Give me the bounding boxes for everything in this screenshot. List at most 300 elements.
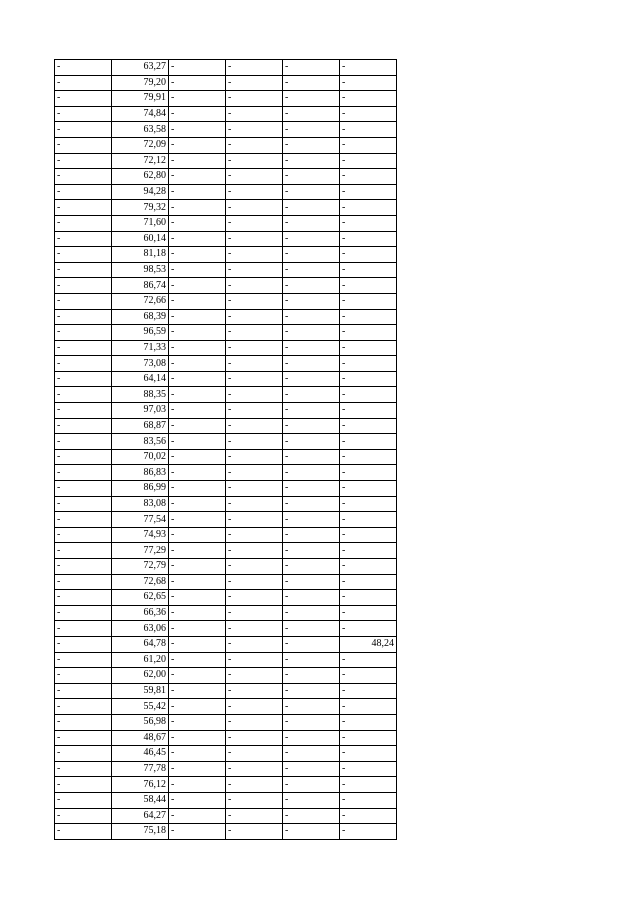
table-body <box>55 60 397 840</box>
table-cell: - <box>283 75 340 91</box>
table-cell: - <box>283 449 340 465</box>
table-cell: - <box>340 340 397 356</box>
table-cell: - <box>55 777 112 793</box>
table-cell: - <box>226 293 283 309</box>
table-cell: - <box>340 730 397 746</box>
table-cell: 64,78 <box>112 636 169 652</box>
table-cell: 63,58 <box>112 122 169 138</box>
table-cell: - <box>283 153 340 169</box>
table-cell: 72,09 <box>112 137 169 153</box>
table-cell: - <box>55 340 112 356</box>
table-row <box>55 543 397 559</box>
table-cell: - <box>169 356 226 372</box>
table-cell: - <box>283 699 340 715</box>
table-cell: 77,78 <box>112 761 169 777</box>
table-row <box>55 730 397 746</box>
table-cell: - <box>169 231 226 247</box>
table-row <box>55 808 397 824</box>
table-cell: - <box>169 683 226 699</box>
table-cell: 71,33 <box>112 340 169 356</box>
table-cell: - <box>283 434 340 450</box>
table-cell: - <box>283 356 340 372</box>
table-cell: - <box>226 714 283 730</box>
table-cell: 62,00 <box>112 668 169 684</box>
table-row <box>55 590 397 606</box>
table-cell: 98,53 <box>112 262 169 278</box>
table-row <box>55 231 397 247</box>
table-row <box>55 512 397 528</box>
table-cell: - <box>226 543 283 559</box>
table-cell: - <box>55 512 112 528</box>
table-cell: - <box>283 137 340 153</box>
table-cell: 79,91 <box>112 91 169 107</box>
table-cell: - <box>226 481 283 497</box>
table-cell: - <box>283 621 340 637</box>
table-cell: - <box>283 200 340 216</box>
table-cell: 64,27 <box>112 808 169 824</box>
table-row <box>55 481 397 497</box>
table-cell: - <box>226 559 283 575</box>
table-row <box>55 309 397 325</box>
table-cell: 66,36 <box>112 605 169 621</box>
table-row <box>55 668 397 684</box>
table-cell: - <box>283 418 340 434</box>
table-cell: - <box>55 668 112 684</box>
table-cell: - <box>169 636 226 652</box>
table-cell: - <box>226 247 283 263</box>
table-cell: - <box>55 262 112 278</box>
table-row <box>55 75 397 91</box>
table-cell: - <box>283 777 340 793</box>
table-cell: - <box>169 559 226 575</box>
table-cell: - <box>226 449 283 465</box>
table-cell: - <box>283 496 340 512</box>
table-row <box>55 714 397 730</box>
table-cell: - <box>169 543 226 559</box>
table-cell: - <box>340 200 397 216</box>
table-row <box>55 403 397 419</box>
table-cell: - <box>283 683 340 699</box>
table-cell: 76,12 <box>112 777 169 793</box>
table-cell: - <box>226 792 283 808</box>
table-cell: - <box>226 262 283 278</box>
table-cell: 68,39 <box>112 309 169 325</box>
table-cell: - <box>169 278 226 294</box>
table-cell: - <box>340 215 397 231</box>
table-cell: - <box>169 434 226 450</box>
table-cell: - <box>55 309 112 325</box>
table-cell: - <box>169 512 226 528</box>
table-cell: - <box>55 371 112 387</box>
table-row <box>55 652 397 668</box>
table-row <box>55 574 397 590</box>
table-cell: - <box>226 777 283 793</box>
table-cell: 72,68 <box>112 574 169 590</box>
table-row <box>55 200 397 216</box>
table-cell: - <box>169 418 226 434</box>
table-cell: - <box>283 60 340 76</box>
table-cell: - <box>226 91 283 107</box>
table-cell: - <box>340 652 397 668</box>
table-cell: - <box>226 325 283 341</box>
table-cell: - <box>169 527 226 543</box>
table-cell: - <box>283 652 340 668</box>
table-cell: - <box>340 278 397 294</box>
table-cell: - <box>55 714 112 730</box>
table-cell: - <box>340 434 397 450</box>
table-cell: - <box>169 137 226 153</box>
table-row <box>55 527 397 543</box>
table-cell: - <box>226 808 283 824</box>
table-cell: - <box>226 184 283 200</box>
table-cell: - <box>169 340 226 356</box>
table-cell: 75,18 <box>112 824 169 840</box>
table-cell: - <box>55 91 112 107</box>
table-cell: 70,02 <box>112 449 169 465</box>
table-cell: 96,59 <box>112 325 169 341</box>
table-cell: - <box>55 293 112 309</box>
table-cell: - <box>283 590 340 606</box>
table-cell: - <box>340 699 397 715</box>
table-cell: - <box>55 200 112 216</box>
table-cell: - <box>55 652 112 668</box>
table-cell: 61,20 <box>112 652 169 668</box>
table-cell: - <box>283 714 340 730</box>
table-cell: - <box>340 91 397 107</box>
table-cell: - <box>55 496 112 512</box>
table-cell: - <box>340 496 397 512</box>
table-row <box>55 387 397 403</box>
table-cell: - <box>169 60 226 76</box>
table-cell: - <box>283 481 340 497</box>
table-cell: - <box>55 543 112 559</box>
table-row <box>55 824 397 840</box>
table-cell: - <box>283 371 340 387</box>
table-cell: - <box>55 559 112 575</box>
table-row <box>55 247 397 263</box>
table-cell: 59,81 <box>112 683 169 699</box>
table-cell: - <box>55 449 112 465</box>
table-cell: - <box>283 792 340 808</box>
table-cell: - <box>283 325 340 341</box>
table-cell: - <box>340 574 397 590</box>
table-cell: - <box>340 543 397 559</box>
table-cell: - <box>55 636 112 652</box>
table-cell: - <box>283 122 340 138</box>
table-cell: 58,44 <box>112 792 169 808</box>
table-cell: - <box>169 824 226 840</box>
table-cell: - <box>226 746 283 762</box>
table-cell: - <box>55 792 112 808</box>
table-cell: - <box>340 184 397 200</box>
table-cell: - <box>169 387 226 403</box>
table-cell: - <box>226 231 283 247</box>
table-cell: - <box>55 574 112 590</box>
table-row <box>55 761 397 777</box>
table-cell: - <box>169 371 226 387</box>
table-cell: - <box>169 247 226 263</box>
table-cell: - <box>169 309 226 325</box>
table-cell: - <box>283 231 340 247</box>
table-cell: - <box>283 106 340 122</box>
table-cell: - <box>55 153 112 169</box>
table-cell: - <box>55 699 112 715</box>
table-cell: - <box>55 356 112 372</box>
table-cell: - <box>226 418 283 434</box>
table-cell: - <box>169 184 226 200</box>
table-cell: - <box>169 652 226 668</box>
table-cell: - <box>340 231 397 247</box>
table-cell: - <box>169 621 226 637</box>
table-cell: - <box>226 434 283 450</box>
table-cell: 83,08 <box>112 496 169 512</box>
table-cell: - <box>283 247 340 263</box>
table-cell: - <box>169 91 226 107</box>
table-cell: - <box>340 325 397 341</box>
table-cell: 74,93 <box>112 527 169 543</box>
table-cell: - <box>226 215 283 231</box>
table-cell: 62,65 <box>112 590 169 606</box>
table-cell: - <box>55 75 112 91</box>
table-cell: - <box>283 636 340 652</box>
table-cell: - <box>226 106 283 122</box>
table-row <box>55 215 397 231</box>
table-cell: - <box>55 215 112 231</box>
table-cell: - <box>283 278 340 294</box>
table-cell: - <box>55 403 112 419</box>
table-cell: 83,56 <box>112 434 169 450</box>
table-cell: - <box>283 340 340 356</box>
table-row <box>55 465 397 481</box>
table-cell: - <box>340 247 397 263</box>
table-row <box>55 60 397 76</box>
table-row <box>55 137 397 153</box>
table-cell: - <box>340 746 397 762</box>
table-cell: 86,99 <box>112 481 169 497</box>
table-row <box>55 278 397 294</box>
table-cell: - <box>340 403 397 419</box>
table-cell: 48,24 <box>340 636 397 652</box>
table-cell: - <box>283 730 340 746</box>
table-cell: - <box>55 746 112 762</box>
table-cell: 72,66 <box>112 293 169 309</box>
table-cell: 94,28 <box>112 184 169 200</box>
table-cell: - <box>340 668 397 684</box>
table-cell: - <box>169 730 226 746</box>
table-cell: - <box>55 683 112 699</box>
table-cell: - <box>169 746 226 762</box>
table-cell: 79,32 <box>112 200 169 216</box>
table-cell: 62,80 <box>112 169 169 185</box>
table-cell: 77,29 <box>112 543 169 559</box>
table-cell: - <box>340 106 397 122</box>
table-cell: - <box>226 636 283 652</box>
table-cell: - <box>169 792 226 808</box>
table-cell: - <box>169 293 226 309</box>
table-cell: - <box>283 543 340 559</box>
table-row <box>55 91 397 107</box>
table-cell: 72,79 <box>112 559 169 575</box>
table-cell: - <box>55 761 112 777</box>
table-cell: - <box>283 293 340 309</box>
table-cell: - <box>340 590 397 606</box>
table-row <box>55 559 397 575</box>
table-cell: - <box>283 559 340 575</box>
table-cell: - <box>226 200 283 216</box>
table-row <box>55 434 397 450</box>
table-cell: - <box>340 262 397 278</box>
table-cell: - <box>283 169 340 185</box>
table-cell: - <box>283 574 340 590</box>
table-cell: - <box>340 293 397 309</box>
table-cell: - <box>226 122 283 138</box>
table-cell: 63,06 <box>112 621 169 637</box>
table-cell: - <box>226 574 283 590</box>
table-cell: 88,35 <box>112 387 169 403</box>
table-cell: - <box>55 184 112 200</box>
table-cell: 72,12 <box>112 153 169 169</box>
table-cell: - <box>169 200 226 216</box>
table-cell: - <box>55 590 112 606</box>
table-cell: 77,54 <box>112 512 169 528</box>
table-row <box>55 449 397 465</box>
table-row <box>55 122 397 138</box>
table-cell: - <box>55 527 112 543</box>
table-row <box>55 699 397 715</box>
table-cell: - <box>226 387 283 403</box>
table-cell: - <box>283 309 340 325</box>
table-cell: 68,87 <box>112 418 169 434</box>
table-cell: - <box>340 777 397 793</box>
table-cell: - <box>340 605 397 621</box>
table-cell: - <box>226 605 283 621</box>
table-cell: - <box>55 122 112 138</box>
table-cell: - <box>55 231 112 247</box>
table-cell: - <box>169 106 226 122</box>
data-table <box>54 59 397 840</box>
table-cell: - <box>169 153 226 169</box>
table-cell: - <box>340 512 397 528</box>
table-cell: - <box>55 387 112 403</box>
table-cell: 73,08 <box>112 356 169 372</box>
table-row <box>55 777 397 793</box>
table-cell: - <box>283 527 340 543</box>
table-cell: - <box>169 574 226 590</box>
table-cell: - <box>226 137 283 153</box>
table-cell: - <box>283 184 340 200</box>
table-cell: 71,60 <box>112 215 169 231</box>
table-cell: - <box>340 559 397 575</box>
table-cell: - <box>55 169 112 185</box>
table-row <box>55 153 397 169</box>
table-cell: - <box>169 699 226 715</box>
table-cell: - <box>340 137 397 153</box>
table-cell: - <box>226 60 283 76</box>
table-row <box>55 792 397 808</box>
table-cell: 64,14 <box>112 371 169 387</box>
table-cell: - <box>169 668 226 684</box>
table-cell: - <box>226 169 283 185</box>
table-cell: - <box>226 465 283 481</box>
table-cell: - <box>340 122 397 138</box>
table-row <box>55 683 397 699</box>
table-cell: - <box>340 387 397 403</box>
table-cell: - <box>169 714 226 730</box>
table-cell: - <box>340 481 397 497</box>
table-row <box>55 418 397 434</box>
table-cell: - <box>283 668 340 684</box>
table-cell: - <box>340 761 397 777</box>
table-cell: 63,27 <box>112 60 169 76</box>
table-cell: - <box>169 75 226 91</box>
table-cell: - <box>340 808 397 824</box>
table-row <box>55 496 397 512</box>
table-cell: 81,18 <box>112 247 169 263</box>
table-cell: 74,84 <box>112 106 169 122</box>
table-cell: - <box>283 403 340 419</box>
table-cell: - <box>169 808 226 824</box>
table-cell: 97,03 <box>112 403 169 419</box>
table-cell: 60,14 <box>112 231 169 247</box>
table-row <box>55 636 397 652</box>
table-cell: 46,45 <box>112 746 169 762</box>
table-cell: - <box>283 262 340 278</box>
table-cell: - <box>283 824 340 840</box>
table-cell: 48,67 <box>112 730 169 746</box>
table-cell: - <box>226 403 283 419</box>
table-cell: - <box>169 403 226 419</box>
table-row <box>55 356 397 372</box>
table-cell: - <box>226 621 283 637</box>
table-cell: - <box>55 418 112 434</box>
table-cell: - <box>340 714 397 730</box>
table-cell: - <box>55 465 112 481</box>
table-cell: 79,20 <box>112 75 169 91</box>
table-row <box>55 340 397 356</box>
table-cell: - <box>226 496 283 512</box>
table-row <box>55 293 397 309</box>
table-cell: - <box>169 122 226 138</box>
table-cell: - <box>283 387 340 403</box>
table-row <box>55 746 397 762</box>
table-cell: - <box>226 730 283 746</box>
table-cell: - <box>340 683 397 699</box>
table-row <box>55 325 397 341</box>
table-cell: - <box>226 652 283 668</box>
table-cell: - <box>226 699 283 715</box>
table-cell: - <box>340 169 397 185</box>
table-cell: - <box>340 60 397 76</box>
table-cell: - <box>169 262 226 278</box>
table-cell: - <box>226 590 283 606</box>
table-cell: - <box>283 465 340 481</box>
table-cell: - <box>169 169 226 185</box>
table-cell: - <box>169 590 226 606</box>
table-cell: - <box>55 434 112 450</box>
table-cell: - <box>226 153 283 169</box>
table-cell: - <box>340 465 397 481</box>
table-cell: - <box>283 512 340 528</box>
table-cell: - <box>55 325 112 341</box>
table-cell: - <box>226 75 283 91</box>
table-cell: - <box>283 746 340 762</box>
table-cell: - <box>226 340 283 356</box>
table-cell: - <box>283 605 340 621</box>
table-row <box>55 106 397 122</box>
table-cell: - <box>283 215 340 231</box>
table-cell: - <box>283 91 340 107</box>
table-row <box>55 605 397 621</box>
